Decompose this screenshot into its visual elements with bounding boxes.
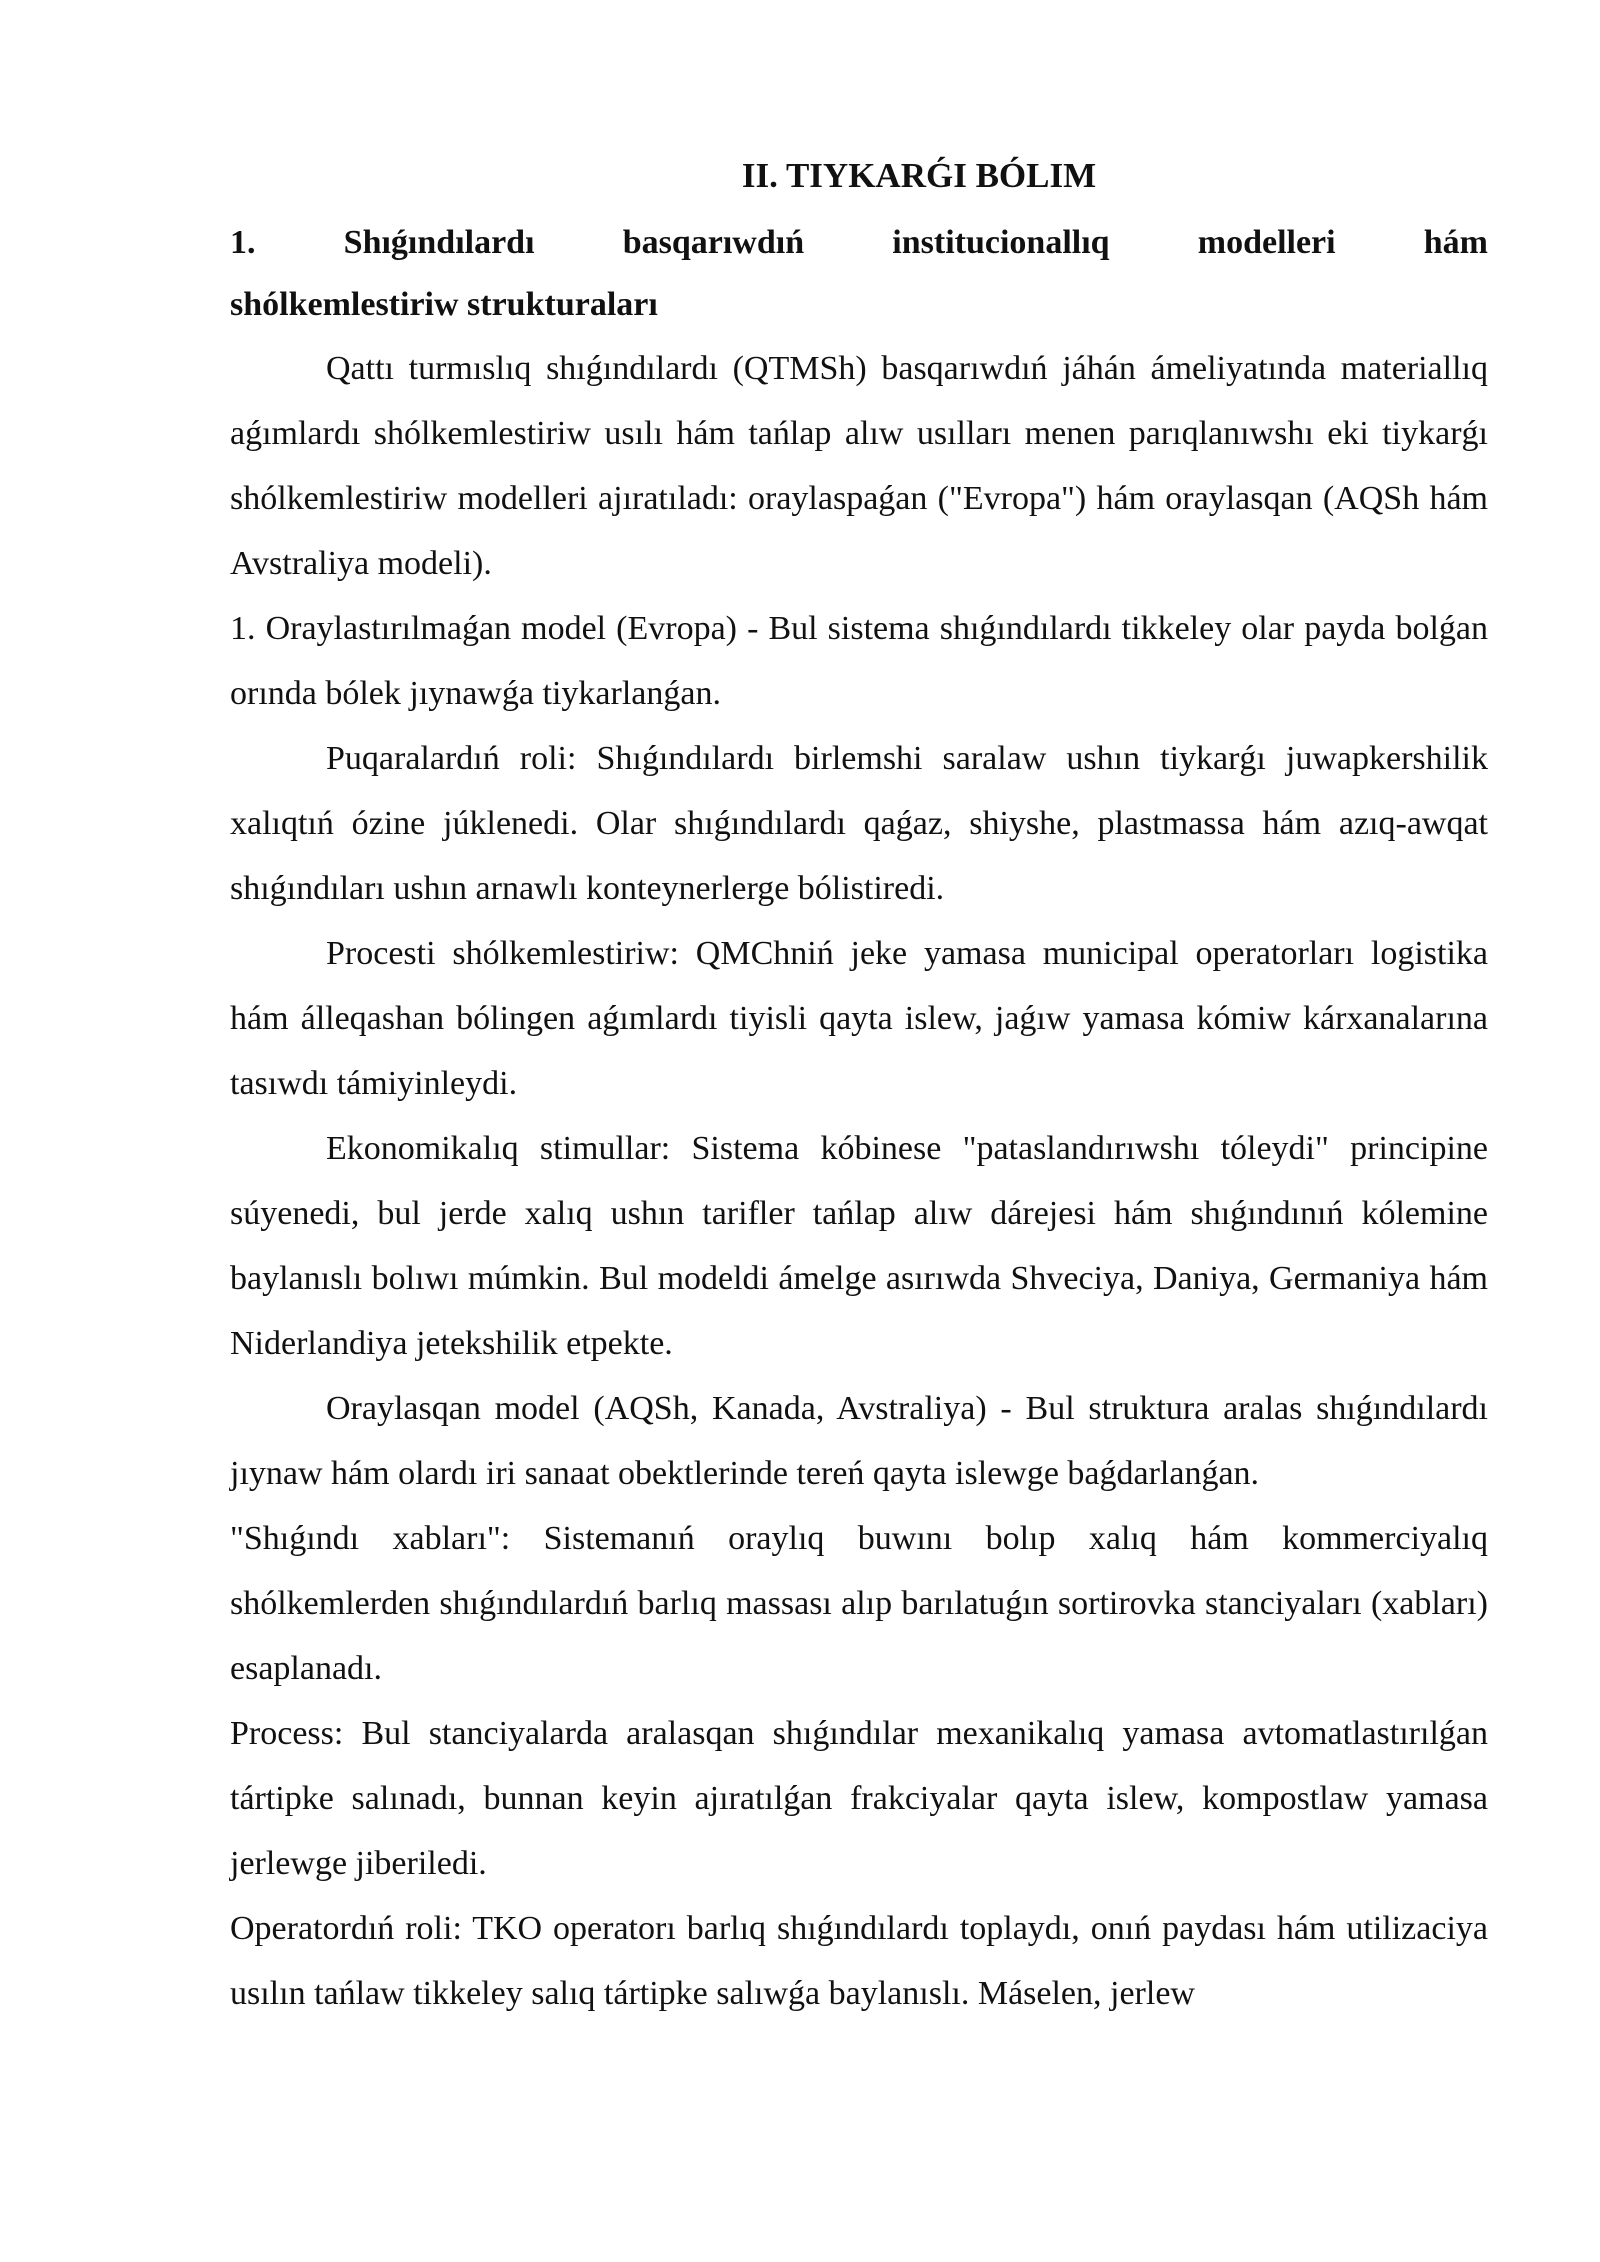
paragraph: Process: Bul stanciyalarda aralasqan shıǵındılar mexanikalıq yamasa avtomatlastırılǵan tártipke salınadı, bunnan keyin ajıratılǵan frakciyalar qayta islew, kompostlaw yamasa jerlewge jiberiledi. xyxy=(230,1715,1488,1882)
section-title-line1 xyxy=(230,212,1488,274)
section-word: basqarıwdıń xyxy=(622,224,805,261)
section-word: institucionallıq xyxy=(892,224,1110,261)
section-word: Shıǵındılardı xyxy=(343,224,535,261)
paragraph: "Shıǵındı xabları": Sistemanıń oraylıq buwını bolıp xalıq hám kommerciyalıq shólkemlerden shıǵındılardıń barlıq massası alıp barılatuǵın sortirovka stanciyaları (xabları) esaplanadı. xyxy=(230,1520,1488,1687)
body-text xyxy=(230,336,1488,2026)
paragraph: Procesti shólkemlestiriw: QMChniń jeke yamasa municipal operatorları logistika hám álleqashan bólingen aǵımlardı tiyisli qayta islew, jaǵıw yamasa kómiw kárxanalarına tasıwdı támiyinleydi. xyxy=(230,935,1488,1102)
paragraph: 1. Oraylastırılmaǵan model (Evropa) - Bul sistema shıǵındılardı tikkeley olar payda bolǵan orında bólek jıynawǵa tiykarlanǵan. xyxy=(230,610,1488,712)
section-title-line2: shólkemlestiriw strukturaları xyxy=(230,286,658,323)
document-page xyxy=(230,150,1488,2026)
section-word: modelleri xyxy=(1197,224,1336,261)
paragraph: Qattı turmıslıq shıǵındılardı (QTMSh) basqarıwdıń jáhán ámeliyatında materiallıq aǵımlardı shólkemlestiriw usılı hám tańlap alıw usılları menen parıqlanıwshı eki tiykarǵı shólkemlestiriw modelleri ajıratıladı: oraylaspaǵan ("Evropa") hám oraylasqan (AQSh hám Avstraliya modeli). xyxy=(230,350,1488,582)
paragraph: Ekonomikalıq stimullar: Sistema kóbinese "pataslandırıwshı tóleydi" principine súyenedi, bul jerde xalıq ushın tarifler tańlap alıw dárejesi hám shıǵındınıń kólemine baylanıslı bolıwı múmkin. Bul modeldi ámelge asırıwda Shveciya, Daniya, Germaniya hám Niderlandiya jetekshilik etpekte. xyxy=(230,1130,1488,1362)
paragraph: Puqaralardıń roli: Shıǵındılardı birlemshi saralaw ushın tiykarǵı juwapkershilik xalıqtıń ózine júklenedi. Olar shıǵındılardı qaǵaz, shiyshe, plastmassa hám azıq-awqat shıǵındıları ushın arnawlı konteynerlerge bólistiredi. xyxy=(230,740,1488,907)
section-title xyxy=(230,212,1488,336)
chapter-title: II. TIYKARǴI BÓLIM xyxy=(741,156,1097,195)
paragraph: Operatordıń roli: TKO operatorı barlıq shıǵındılardı toplaydı, onıń paydası hám utilizaciya usılın tańlaw tikkeley salıq tártipke salıwǵa baylanıslı. Máselen, jerlew xyxy=(230,1910,1488,2012)
section-word: hám xyxy=(1423,224,1488,261)
paragraph: Oraylasqan model (AQSh, Kanada, Avstraliya) - Bul struktura aralas shıǵındılardı jıynaw hám olardı iri sanaat obektlerinde tereń qayta islewge baǵdarlanǵan. xyxy=(230,1390,1488,1492)
section-number: 1. xyxy=(230,224,256,261)
